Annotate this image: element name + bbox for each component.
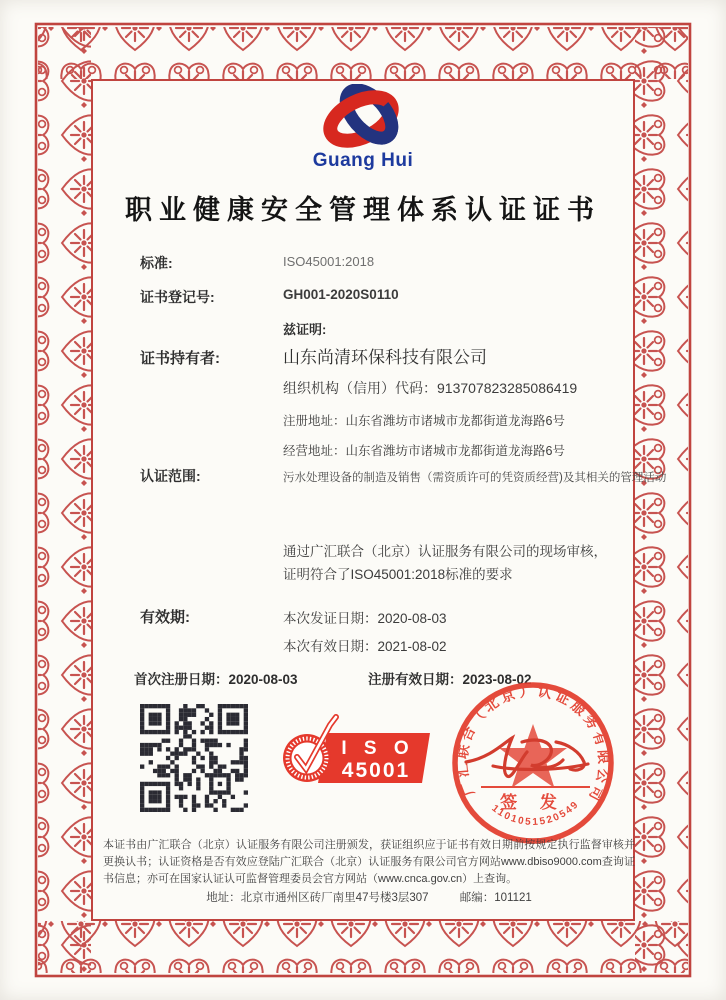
iso-45001-badge [270,705,450,815]
first-registration-date: 首次注册日期：2020-08-03 [134,672,298,687]
qr-code [140,704,248,812]
registration-number-label: 证书登记号: [140,289,215,305]
footer-address-line [103,889,635,905]
guanghui-logo-icon [317,84,409,150]
footer-notice: 本证书由广汇联合（北京）认证服务有限公司注册颁发，获证组织应于证书有效日期前按规定执行监督审核并更换认书；认证资格是否有效应登陆广汇联合（北京）认证服务有限公司官方网站www.dbiso9000.com查询证书信息；亦可在国家认证认可监督管理委员会官方网站（www.cnca.gov.cn）上查询。 [103,839,635,885]
registration-number-value: GH001-2020S0110 [283,287,399,302]
certify-intro: 兹证明: [283,322,327,337]
standard-value: ISO45001:2018 [283,254,375,269]
scope-label: 认证范围: [140,468,201,484]
org-code: 组织机构（信用）代码：913707823285086419 [283,380,578,396]
scope-value: 污水处理设备的制造及销售（需资质许可的凭资质经营)及其相关的管理活动 [283,472,667,484]
holder-value: 山东尚清环保科技有限公司 [283,348,487,367]
audit-statement-line1: 通过广汇联合（北京）认证服务有限公司的现场审核， [283,544,607,559]
badge-number-text: 45001 [341,759,411,782]
seal-star-icon [499,724,567,788]
brand-name: Guang Hui [312,150,414,171]
holder-label: 证书持有者: [140,350,220,367]
seal-issue-label: 签 发 [500,793,566,812]
validity-label: 有效期: [140,609,190,626]
seal-company-text: 广汇联合（北京）认证服务有限公司 [453,682,613,807]
registered-address: 注册地址：山东省潍坊市诸城市龙都街道龙海路6号 [283,414,565,428]
badge-iso-text: I S O [341,738,415,759]
company-seal [450,680,620,850]
audit-statement-line2: 证明符合了ISO45001:2018标准的要求 [283,567,513,582]
issue-date: 本次发证日期：2020-08-03 [283,611,447,626]
business-address: 经营地址：山东省潍坊市诸城市龙都街道龙海路6号 [283,444,565,458]
registration-valid-date: 注册有效日期：2023-08-02 [368,672,532,687]
standard-label: 标准: [140,255,173,271]
certificate-title: 职业健康安全管理体系认证证书 [125,195,601,225]
issuer-postcode: 邮编：101121 [459,892,532,904]
valid-until-date: 本次有效日期：2021-08-02 [283,639,447,654]
issuer-address: 地址：北京市通州区砖厂南里47号楼3层307 [206,892,429,904]
seal-number-text: 1101051520549 [489,798,582,829]
